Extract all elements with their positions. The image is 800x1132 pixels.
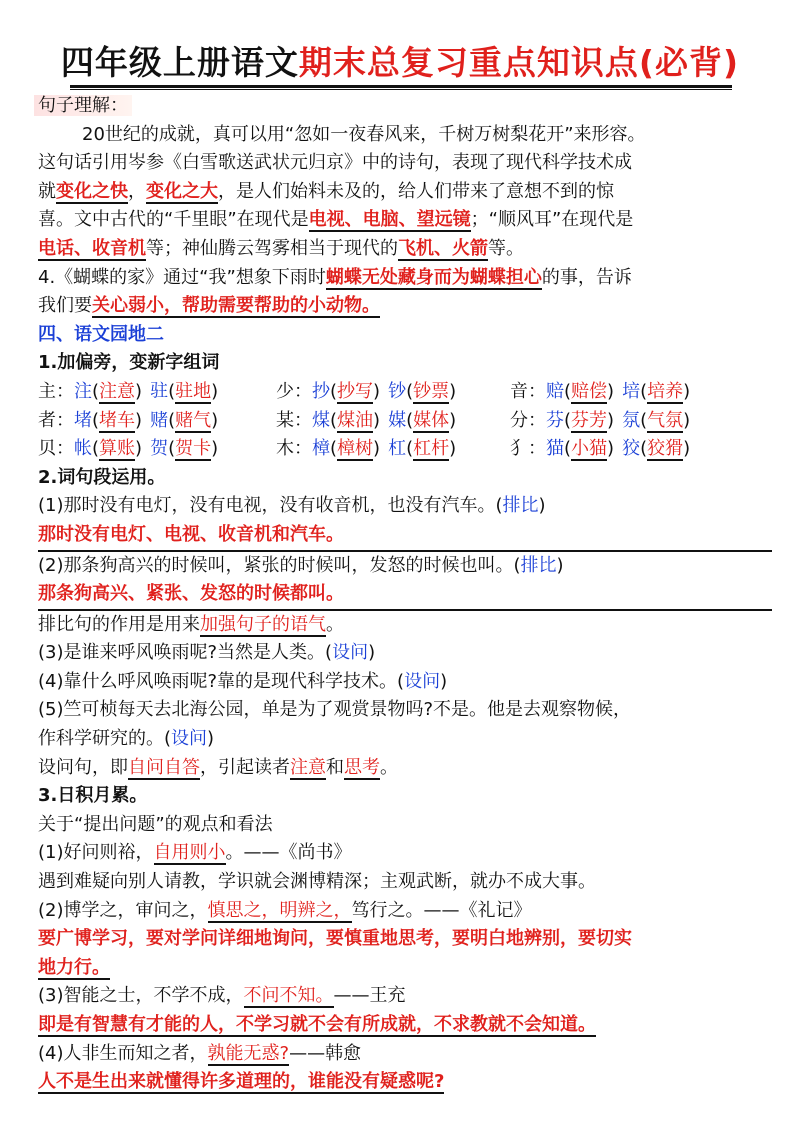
radical-cell: 贝：帐(算账) 贺(贺卡) bbox=[38, 438, 219, 460]
radical-cell: 木：樟(樟树) 杠(杠杆) bbox=[276, 438, 457, 460]
answer-text: 加强句子的语气 bbox=[200, 613, 326, 635]
page-title bbox=[0, 40, 800, 86]
compound-word: 小猫 bbox=[571, 438, 608, 460]
new-char: 驻 bbox=[150, 380, 169, 402]
compound-word: 樟树 bbox=[337, 438, 374, 460]
compound-word: 驻地 bbox=[175, 380, 212, 402]
title-underline-thin bbox=[70, 89, 732, 90]
subheading-questions: 关于“提出问题”的观点和看法 bbox=[38, 813, 273, 835]
compound-word: 赌气 bbox=[175, 409, 212, 431]
radical-base: 音： bbox=[510, 380, 546, 402]
answer-text: 自问自答 bbox=[128, 756, 200, 778]
paragraph-line: 我们要关心弱小，帮助需要帮助的小动物。 bbox=[38, 295, 380, 317]
new-char: 赌 bbox=[150, 409, 169, 431]
explanation-line: 即是有智慧有才能的人，不学习就不会有所成就，不求教就不会知道。 bbox=[38, 1014, 596, 1035]
rhetoric-tag: 设问 bbox=[404, 670, 441, 692]
quote-line: (3)智能之士，不学不成，不问不知。——王充 bbox=[38, 985, 406, 1007]
exercise-line: (4)靠什么呼风唤雨呢?靠的是现代科学技术。(设问) bbox=[38, 670, 448, 692]
section-heading-garden: 四、语文园地二 bbox=[38, 323, 164, 345]
compound-word: 钞票 bbox=[413, 380, 450, 402]
radical-base: 贝： bbox=[38, 438, 74, 460]
radical-cell: 某：煤(煤油) 媒(媒体) bbox=[276, 409, 457, 431]
explanation-line: 遇到难疑向别人请教，学识就会渊博精深；主观武断，就办不成大事。 bbox=[38, 871, 596, 893]
rhetoric-tag: 排比 bbox=[502, 495, 539, 517]
new-char: 赔 bbox=[546, 380, 564, 402]
subheading-radicals: 1.加偏旁，变新字组词 bbox=[38, 352, 220, 374]
answer-text: 自用则小 bbox=[153, 842, 226, 864]
new-char: 杠 bbox=[388, 438, 407, 460]
rhetoric-tag: 设问 bbox=[332, 642, 369, 664]
subheading-daily: 3.日积月累。 bbox=[38, 785, 148, 807]
radical-base: 者： bbox=[38, 409, 74, 431]
new-char: 钞 bbox=[388, 380, 407, 402]
answer-text: 注意 bbox=[290, 756, 326, 778]
content-body bbox=[38, 92, 772, 1097]
compound-word: 媒体 bbox=[413, 409, 450, 431]
compound-word: 堵车 bbox=[99, 409, 136, 431]
compound-word: 狡猾 bbox=[647, 438, 684, 460]
new-char: 媒 bbox=[388, 409, 407, 431]
exercise-line: (3)是谁来呼风唤雨呢?当然是人类。(设问) bbox=[38, 642, 376, 664]
answer-text: 关心弱小，帮助需要帮助的小动物。 bbox=[92, 295, 380, 317]
answer-text: 电视、电脑、望远镜 bbox=[308, 209, 471, 231]
title-underline bbox=[70, 85, 732, 88]
radical-cell: 者：堵(堵车) 赌(赌气) bbox=[38, 409, 219, 431]
answer-text: 慎思之，明辨之， bbox=[207, 899, 352, 921]
answer-line: 那时没有电灯、电视、收音机和汽车。 bbox=[38, 521, 772, 552]
note-line: 排比句的作用是用来加强句子的语气。 bbox=[38, 613, 344, 635]
new-char: 狡 bbox=[622, 438, 641, 460]
answer-text: 孰能无惑? bbox=[207, 1042, 290, 1064]
compound-word: 气氛 bbox=[647, 409, 684, 431]
paragraph-line: 20世纪的成就，真可以用“忽如一夜春风来，千树万树梨花开”来形容。 bbox=[82, 123, 646, 145]
paragraph-line: 这句话引用岑参《白雪歌送武状元归京》中的诗句，表现了现代科学技术成 bbox=[38, 152, 632, 174]
answer-text: 蝴蝶无处藏身而为蝴蝶担心 bbox=[325, 266, 542, 288]
radical-cell: 音：赔(赔偿) 培(培养) bbox=[510, 380, 691, 402]
radical-base: 犭： bbox=[510, 438, 546, 460]
radical-base: 某： bbox=[276, 409, 312, 431]
new-char: 煤 bbox=[312, 409, 330, 431]
compound-word: 注意 bbox=[99, 380, 136, 402]
new-char: 堵 bbox=[74, 409, 92, 431]
compound-word: 算账 bbox=[99, 438, 136, 460]
compound-word: 杠杆 bbox=[413, 438, 450, 460]
rhetoric-tag: 设问 bbox=[171, 728, 208, 750]
new-char: 注 bbox=[74, 380, 92, 402]
explanation-line: 地力行。 bbox=[38, 956, 110, 978]
answer-text: 不问不知。 bbox=[243, 985, 334, 1007]
subheading-sentence-use: 2.词句段运用。 bbox=[38, 466, 166, 488]
compound-word: 培养 bbox=[647, 380, 684, 402]
radical-base: 分： bbox=[510, 409, 546, 431]
radical-row bbox=[38, 407, 772, 436]
new-char: 樟 bbox=[312, 438, 330, 460]
new-char: 猫 bbox=[546, 438, 564, 460]
new-char: 贺 bbox=[150, 438, 169, 460]
new-char: 抄 bbox=[312, 380, 330, 402]
title-part-grade: 四年级上册语文 bbox=[60, 43, 299, 82]
new-char: 帐 bbox=[74, 438, 92, 460]
radical-cell: 犭：猫(小猫) 狡(狡猾) bbox=[510, 438, 691, 460]
radical-row bbox=[38, 435, 772, 464]
compound-word: 芬芳 bbox=[571, 409, 608, 431]
answer-text: 变化之快 bbox=[56, 180, 128, 202]
radical-cell: 主：注(注意) 驻(驻地) bbox=[38, 380, 219, 402]
quote-line: (2)博学之，审问之，慎思之，明辨之，笃行之。——《礼记》 bbox=[38, 899, 532, 921]
paragraph-line: 就变化之快，变化之大，是人们始料未及的，给人们带来了意想不到的惊 bbox=[38, 180, 614, 202]
new-char: 芬 bbox=[546, 409, 564, 431]
answer-line: 那条狗高兴、紧张、发怒的时候都叫。 bbox=[38, 580, 772, 611]
exercise-line: (2)那条狗高兴的时候叫，紧张的时候叫，发怒的时候也叫。(排比) bbox=[38, 554, 564, 576]
title-part-review: 期末总复习重点知识点(必背) bbox=[298, 43, 740, 82]
exercise-line: (1)那时没有电灯，没有电视，没有收音机，也没有汽车。(排比) bbox=[38, 495, 546, 517]
quote-line: (1)好问则裕，自用则小。——《尚书》 bbox=[38, 842, 352, 864]
section-heading-sentence: 句子理解： bbox=[38, 92, 772, 121]
answer-text: 飞机、火箭 bbox=[398, 237, 488, 259]
radical-cell: 少：抄(抄写) 钞(钞票) bbox=[276, 380, 457, 402]
radical-row bbox=[38, 378, 772, 407]
paragraph-line: 喜。文中古代的“千里眼”在现代是电视、电脑、望远镜；“顺风耳”在现代是 bbox=[38, 209, 634, 231]
paragraph-line: 4.《蝴蝶的家》通过“我”想象下雨时蝴蝶无处藏身而为蝴蝶担心的事，告诉 bbox=[38, 266, 632, 288]
answer-text: 思考 bbox=[344, 756, 380, 778]
new-char: 培 bbox=[622, 380, 641, 402]
answer-text: 电话、收音机 bbox=[38, 237, 146, 259]
radical-grid bbox=[38, 378, 772, 464]
answer-text: 变化之大 bbox=[146, 180, 218, 202]
radical-cell: 分：芬(芬芳) 氛(气氛) bbox=[510, 409, 691, 431]
compound-word: 煤油 bbox=[337, 409, 374, 431]
explanation-line: 要广博学习，要对学问详细地询问，要慎重地思考，要明白地辨别，要切实 bbox=[38, 928, 632, 950]
quote-line: (4)人非生而知之者，孰能无惑?——韩愈 bbox=[38, 1042, 362, 1064]
rhetoric-tag: 排比 bbox=[520, 554, 557, 576]
compound-word: 贺卡 bbox=[175, 438, 212, 460]
radical-base: 少： bbox=[276, 380, 312, 402]
exercise-line: 作科学研究的。(设问) bbox=[38, 728, 215, 750]
compound-word: 赔偿 bbox=[571, 380, 608, 402]
new-char: 氛 bbox=[622, 409, 641, 431]
exercise-line: (5)竺可桢每天去北海公园，单是为了观赏景物吗?不是。他是去观察物候， bbox=[38, 699, 632, 721]
radical-base: 木： bbox=[276, 438, 312, 460]
compound-word: 抄写 bbox=[337, 380, 374, 402]
paragraph-line: 电话、收音机等；神仙腾云驾雾相当于现代的飞机、火箭等。 bbox=[38, 237, 524, 259]
explanation-line: 人不是生出来就懂得许多道理的，谁能没有疑惑呢? bbox=[38, 1071, 445, 1093]
note-line: 设问句，即自问自答，引起读者注意和思考。 bbox=[38, 756, 398, 778]
radical-base: 主： bbox=[38, 380, 74, 402]
